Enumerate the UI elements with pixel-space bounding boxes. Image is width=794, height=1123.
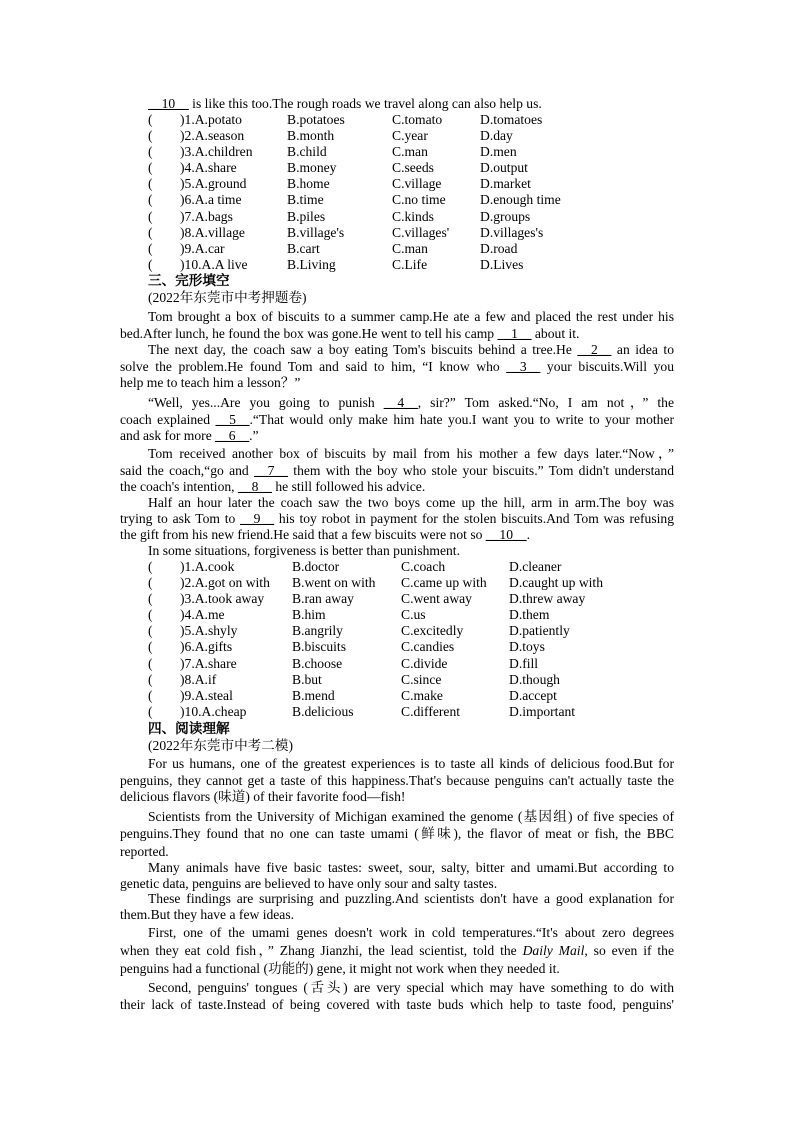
bracket-open: ( — [148, 192, 153, 208]
question-row — [0, 575, 794, 591]
text-line: them.But they have a few ideas. — [120, 907, 295, 922]
option-a-cell — [180, 112, 242, 128]
option-a: A.children — [194, 144, 253, 160]
text-line: Half an hour later the coach saw the two boys come up the hill, arm in arm.The boy was — [148, 495, 674, 510]
bracket-close: ) — [180, 256, 185, 272]
blank-marker: __3__ — [506, 358, 541, 374]
bracket-open: ( — [148, 591, 153, 607]
option-c: C.year — [392, 128, 428, 144]
option-d: D.tomatoes — [480, 112, 543, 127]
bracket-open: ( — [148, 623, 153, 639]
option-b: B.money — [287, 160, 337, 176]
question-number: 10. — [184, 256, 202, 272]
option-c: C.no time — [392, 192, 446, 208]
option-c: C.excitedly — [401, 623, 464, 639]
cloze-paragraph — [120, 543, 674, 559]
option-a: A.gifts — [194, 639, 233, 655]
option-b: B.village's — [287, 224, 345, 240]
question-row — [0, 591, 794, 607]
option-d: D.toys — [509, 639, 545, 655]
cloze-paragraph — [120, 342, 674, 392]
option-b: B.mend — [292, 687, 335, 703]
question-row — [0, 656, 794, 672]
option-c: C.villages' — [392, 224, 450, 240]
option-b: B.delicious — [292, 703, 354, 719]
text-line: Tom received another box of biscuits by mail from his mother a few days later.“Now，” — [148, 446, 674, 461]
option-c: C.us — [401, 607, 426, 623]
blank-marker: __8__ — [237, 479, 272, 494]
text-line: bed.After lunch, he found the box was gone.He went to tell his camp __1__ about it. — [120, 325, 580, 341]
question-number: 4. — [184, 160, 195, 176]
option-a: A.cook — [194, 559, 235, 574]
bracket-close: ) — [180, 144, 185, 160]
text-line: The next day, the coach saw a boy eating Tom's biscuits behind a tree.He __2__ an idea to — [148, 342, 675, 357]
option-a-cell — [180, 241, 225, 257]
question-row — [0, 607, 794, 623]
bracket-open: ( — [148, 671, 153, 687]
option-d: D.though — [509, 671, 560, 687]
text-line: First, one of the umami genes doesn't work in cold temperatures.“It's about zero degrees — [148, 925, 674, 940]
option-d: D.fill — [509, 655, 539, 671]
question-number: 7. — [184, 208, 195, 224]
question-row — [0, 639, 794, 655]
question-number: 5. — [184, 176, 195, 192]
option-b: B.month — [287, 128, 335, 144]
option-a: A.share — [194, 655, 237, 671]
text-line: said the coach,“go and __7__ them with the boy who stole your biscuits.” Tom didn't understand — [120, 462, 675, 478]
text-line: penguins, they cannot get a taste of this happiness.That's because penguins can't actually taste the — [120, 772, 674, 788]
option-a: A.car — [194, 240, 225, 256]
bracket-open: ( — [148, 639, 153, 655]
option-c: C.village — [392, 176, 442, 192]
blank-marker: __2__ — [577, 342, 612, 357]
reading-paragraph — [120, 891, 674, 923]
question-row — [0, 623, 794, 639]
text-line: In some situations, forgiveness is better than punishment. — [148, 543, 460, 558]
option-a-cell — [180, 225, 245, 241]
question-number: 1. — [184, 112, 195, 127]
question-number: 3. — [184, 591, 195, 607]
text-line: genetic data, penguins are believed to have only sour and salty tastes. — [120, 876, 498, 891]
option-d: D.road — [480, 240, 518, 256]
blank-marker: __6__ — [215, 428, 250, 443]
bracket-close: ) — [180, 240, 185, 256]
option-a: A.potato — [194, 112, 242, 127]
reading-source: (2022年东莞市中考二模) — [148, 738, 293, 753]
reading-paragraph — [120, 860, 674, 892]
question-number: 2. — [184, 128, 195, 144]
option-a: A.took away — [194, 591, 265, 607]
option-a-cell — [180, 144, 253, 160]
text-line: delicious flavors (味道) of their favorite food—fish! — [120, 789, 406, 804]
previous-passage-options — [0, 112, 794, 273]
question-row — [0, 704, 794, 720]
option-b: B.angrily — [292, 623, 343, 639]
bracket-open: ( — [148, 176, 153, 192]
italic-title: Daily Mail — [522, 943, 585, 958]
text-line: These findings are surprising and puzzling.And scientists don't have a good explanation for — [148, 891, 674, 906]
reading-paragraph — [120, 808, 674, 861]
reading-paragraph — [120, 924, 674, 978]
bracket-close: ) — [180, 128, 185, 144]
text-line: reported. — [120, 843, 169, 859]
text-line: “Well, yes...Are you going to punish __4__, sir?” Tom asked.“No, I am not，” the — [148, 395, 674, 410]
option-c: C.tomato — [392, 112, 443, 127]
option-a-cell — [180, 688, 233, 704]
blank-marker: __9__ — [240, 511, 275, 526]
bracket-close: ) — [180, 703, 185, 719]
blank-marker: __1__ — [497, 325, 532, 341]
question-number: 7. — [184, 655, 195, 671]
option-d: D.threw away — [509, 591, 586, 607]
option-a: A.village — [194, 224, 245, 240]
bracket-open: ( — [148, 607, 153, 623]
bracket-close: ) — [180, 639, 185, 655]
option-a-cell — [180, 559, 234, 575]
bracket-open: ( — [148, 224, 153, 240]
question-number: 6. — [184, 192, 195, 208]
option-c: C.candies — [401, 639, 455, 655]
option-a-cell — [180, 128, 244, 144]
question-number: 6. — [184, 639, 195, 655]
bracket-open: ( — [148, 160, 153, 176]
text-line: their lack of taste.Instead of being covered with taste buds which help to taste food, penguins' — [120, 996, 674, 1012]
question-row — [0, 112, 794, 128]
option-b: B.him — [292, 607, 326, 623]
bracket-open: ( — [148, 112, 153, 127]
option-b: B.time — [287, 192, 324, 208]
reading-paragraph — [120, 979, 674, 1013]
cloze-source: (2022年东莞市中考押题卷) — [148, 290, 307, 305]
option-a: A.share — [194, 160, 237, 176]
bracket-open: ( — [148, 655, 153, 671]
bracket-close: ) — [180, 160, 185, 176]
bracket-open: ( — [148, 144, 153, 160]
option-b: B.piles — [287, 208, 326, 224]
bracket-open: ( — [148, 687, 153, 703]
option-a: A.a time — [194, 192, 242, 208]
option-c: C.kinds — [392, 208, 434, 224]
bracket-open: ( — [148, 128, 153, 144]
option-d: D.groups — [480, 208, 531, 224]
cloze-options — [0, 559, 794, 720]
bracket-close: ) — [180, 208, 185, 224]
option-a-cell — [180, 672, 216, 688]
bracket-open: ( — [148, 559, 153, 574]
question-row — [0, 128, 794, 144]
text-line: Tom brought a box of biscuits to a summer camp.He ate a few and placed the rest under his — [148, 309, 674, 324]
option-b: B.went on with — [292, 575, 376, 591]
option-c: C.went away — [401, 591, 472, 607]
blank-marker: __10__ — [148, 96, 189, 111]
question-number: 1. — [184, 559, 195, 574]
option-a: A.cheap — [201, 703, 247, 719]
bracket-open: ( — [148, 240, 153, 256]
question-row — [0, 209, 794, 225]
option-b: B.choose — [292, 655, 343, 671]
bracket-open: ( — [148, 575, 153, 591]
option-a-cell — [180, 607, 225, 623]
option-a: A.got on with — [194, 575, 270, 591]
option-d: D.day — [480, 128, 513, 144]
option-d: D.cleaner — [509, 559, 562, 574]
option-c: C.since — [401, 671, 442, 687]
text-line: Scientists from the University of Michigan examined the genome (基因组) of five species of — [148, 808, 674, 824]
question-row — [0, 241, 794, 257]
bracket-close: ) — [180, 591, 185, 607]
option-a: A.A live — [201, 256, 248, 272]
option-a-cell — [180, 257, 248, 273]
question-number: 2. — [184, 575, 195, 591]
option-c: C.man — [392, 240, 428, 256]
cloze-paragraph — [120, 309, 674, 343]
blank-marker: __4__ — [383, 395, 418, 410]
option-c: C.came up with — [401, 575, 487, 591]
question-number: 8. — [184, 224, 195, 240]
option-b: B.ran away — [292, 591, 354, 607]
text-line: the coach's intention, __8__ he still followed his advice. — [120, 479, 426, 494]
option-b: B.doctor — [292, 559, 340, 574]
bracket-close: ) — [180, 192, 185, 208]
option-c: C.seeds — [392, 160, 434, 176]
option-c: C.divide — [401, 655, 448, 671]
text-line: solve the problem.He found Tom and said to him, “I know who __3__ your biscuits.Will you — [120, 358, 674, 374]
option-b: B.cart — [287, 240, 320, 256]
option-d: D.villages's — [480, 224, 544, 240]
option-a: A.ground — [194, 176, 247, 192]
question-row — [0, 257, 794, 273]
question-number: 9. — [184, 687, 195, 703]
bracket-open: ( — [148, 703, 153, 719]
option-a-cell — [180, 575, 270, 591]
bracket-close: ) — [180, 607, 185, 623]
question-number: 3. — [184, 144, 195, 160]
bracket-close: ) — [180, 623, 185, 639]
previous-passage-tail — [120, 96, 674, 112]
cloze-paragraph — [120, 495, 674, 543]
option-d: D.them — [509, 607, 550, 623]
blank-marker: __5__ — [215, 411, 250, 427]
text-line: Many animals have five basic tastes: sweet, sour, salty, bitter and umami.But according to — [148, 860, 674, 875]
text-line: For us humans, one of the greatest experiences is to taste all kinds of delicious food.But for — [148, 756, 674, 771]
text-line: penguins.They found that no one can taste umami (鲜味), the flavor of meat or fish, the BBC — [120, 826, 674, 841]
bracket-close: ) — [180, 112, 185, 127]
option-d: D.Lives — [480, 256, 524, 272]
text-line: penguins had a functional (功能的) gene, it might not work when they needed it. — [120, 961, 560, 976]
text-segment: , so even if the — [584, 943, 674, 958]
question-row — [0, 176, 794, 192]
text-line: help me to teach him a lesson？” — [120, 375, 301, 390]
option-b: B.Living — [287, 256, 336, 272]
option-c: C.Life — [392, 256, 428, 272]
option-b: B.potatoes — [287, 112, 345, 127]
text-line: Second, penguins' tongues (舌头) are very special which may have something to do with — [148, 979, 674, 995]
text-line — [120, 942, 674, 960]
option-d: D.men — [480, 144, 517, 160]
option-b: B.but — [292, 671, 322, 687]
bracket-close: ) — [180, 655, 185, 671]
option-d: D.enough time — [480, 192, 561, 208]
option-a-cell — [180, 623, 237, 639]
option-c: C.make — [401, 687, 443, 703]
option-a-cell — [180, 209, 233, 225]
blank-marker: __10__ — [485, 527, 527, 542]
cloze-paragraph — [120, 446, 674, 496]
bracket-open: ( — [148, 256, 153, 272]
text-line: trying to ask Tom to __9__ his toy robot in payment for the stolen biscuits.And Tom was refusing — [120, 511, 674, 526]
option-d: D.important — [509, 703, 576, 719]
option-d: D.patiently — [509, 623, 570, 639]
option-a-cell — [180, 176, 246, 192]
cloze-paragraph — [120, 395, 674, 445]
question-number: 8. — [184, 671, 195, 687]
question-number: 10. — [184, 703, 202, 719]
text-line: the gift from his new friend.He said that a few biscuits were not so __10__. — [120, 527, 530, 542]
option-b: B.home — [287, 176, 330, 192]
option-a-cell — [180, 591, 264, 607]
question-row — [0, 559, 794, 575]
bracket-close: ) — [180, 671, 185, 687]
question-number: 4. — [184, 607, 195, 623]
question-row — [0, 192, 794, 208]
option-a-cell — [180, 656, 237, 672]
option-a: A.if — [194, 671, 217, 687]
question-row — [0, 144, 794, 160]
option-a-cell — [180, 704, 246, 720]
option-d: D.output — [480, 160, 528, 176]
bracket-open: ( — [148, 208, 153, 224]
bracket-close: ) — [180, 224, 185, 240]
question-row — [0, 225, 794, 241]
option-a: A.season — [194, 128, 245, 144]
question-row — [0, 160, 794, 176]
option-a-cell — [180, 160, 237, 176]
cloze-heading: 三、完形填空 — [148, 273, 230, 288]
option-c: C.different — [401, 703, 461, 719]
text-line: and ask for more __6__.” — [120, 428, 259, 443]
text-segment: when they eat cold fish，” Zhang Jianzhi, the lead scientist, told the — [120, 943, 523, 958]
option-a: A.shyly — [194, 623, 238, 639]
question-row — [0, 672, 794, 688]
option-b: B.child — [287, 144, 327, 160]
question-number: 5. — [184, 623, 195, 639]
blank-marker: __7__ — [254, 462, 288, 478]
bracket-close: ) — [180, 687, 185, 703]
reading-paragraph — [120, 756, 674, 806]
option-c: C.coach — [401, 559, 446, 574]
option-a-cell — [180, 192, 242, 208]
question-row — [0, 688, 794, 704]
option-c: C.man — [392, 144, 428, 160]
option-d: D.accept — [509, 687, 557, 703]
bracket-close: ) — [180, 575, 185, 591]
option-d: D.market — [480, 176, 531, 192]
option-a-cell — [180, 639, 232, 655]
option-d: D.caught up with — [509, 575, 604, 591]
reading-heading: 四、阅读理解 — [148, 721, 230, 736]
text-line: coach explained __5__.“That would only make him hate you.I want you to write to your mother — [120, 411, 675, 427]
option-a: A.me — [194, 607, 225, 623]
option-a: A.steal — [194, 687, 233, 703]
bracket-close: ) — [180, 559, 185, 574]
text-line: __10__ is like this too.The rough roads we travel along can also help us. — [148, 96, 542, 111]
bracket-close: ) — [180, 176, 185, 192]
option-b: B.biscuits — [292, 639, 347, 655]
option-a: A.bags — [194, 208, 233, 224]
question-number: 9. — [184, 240, 195, 256]
